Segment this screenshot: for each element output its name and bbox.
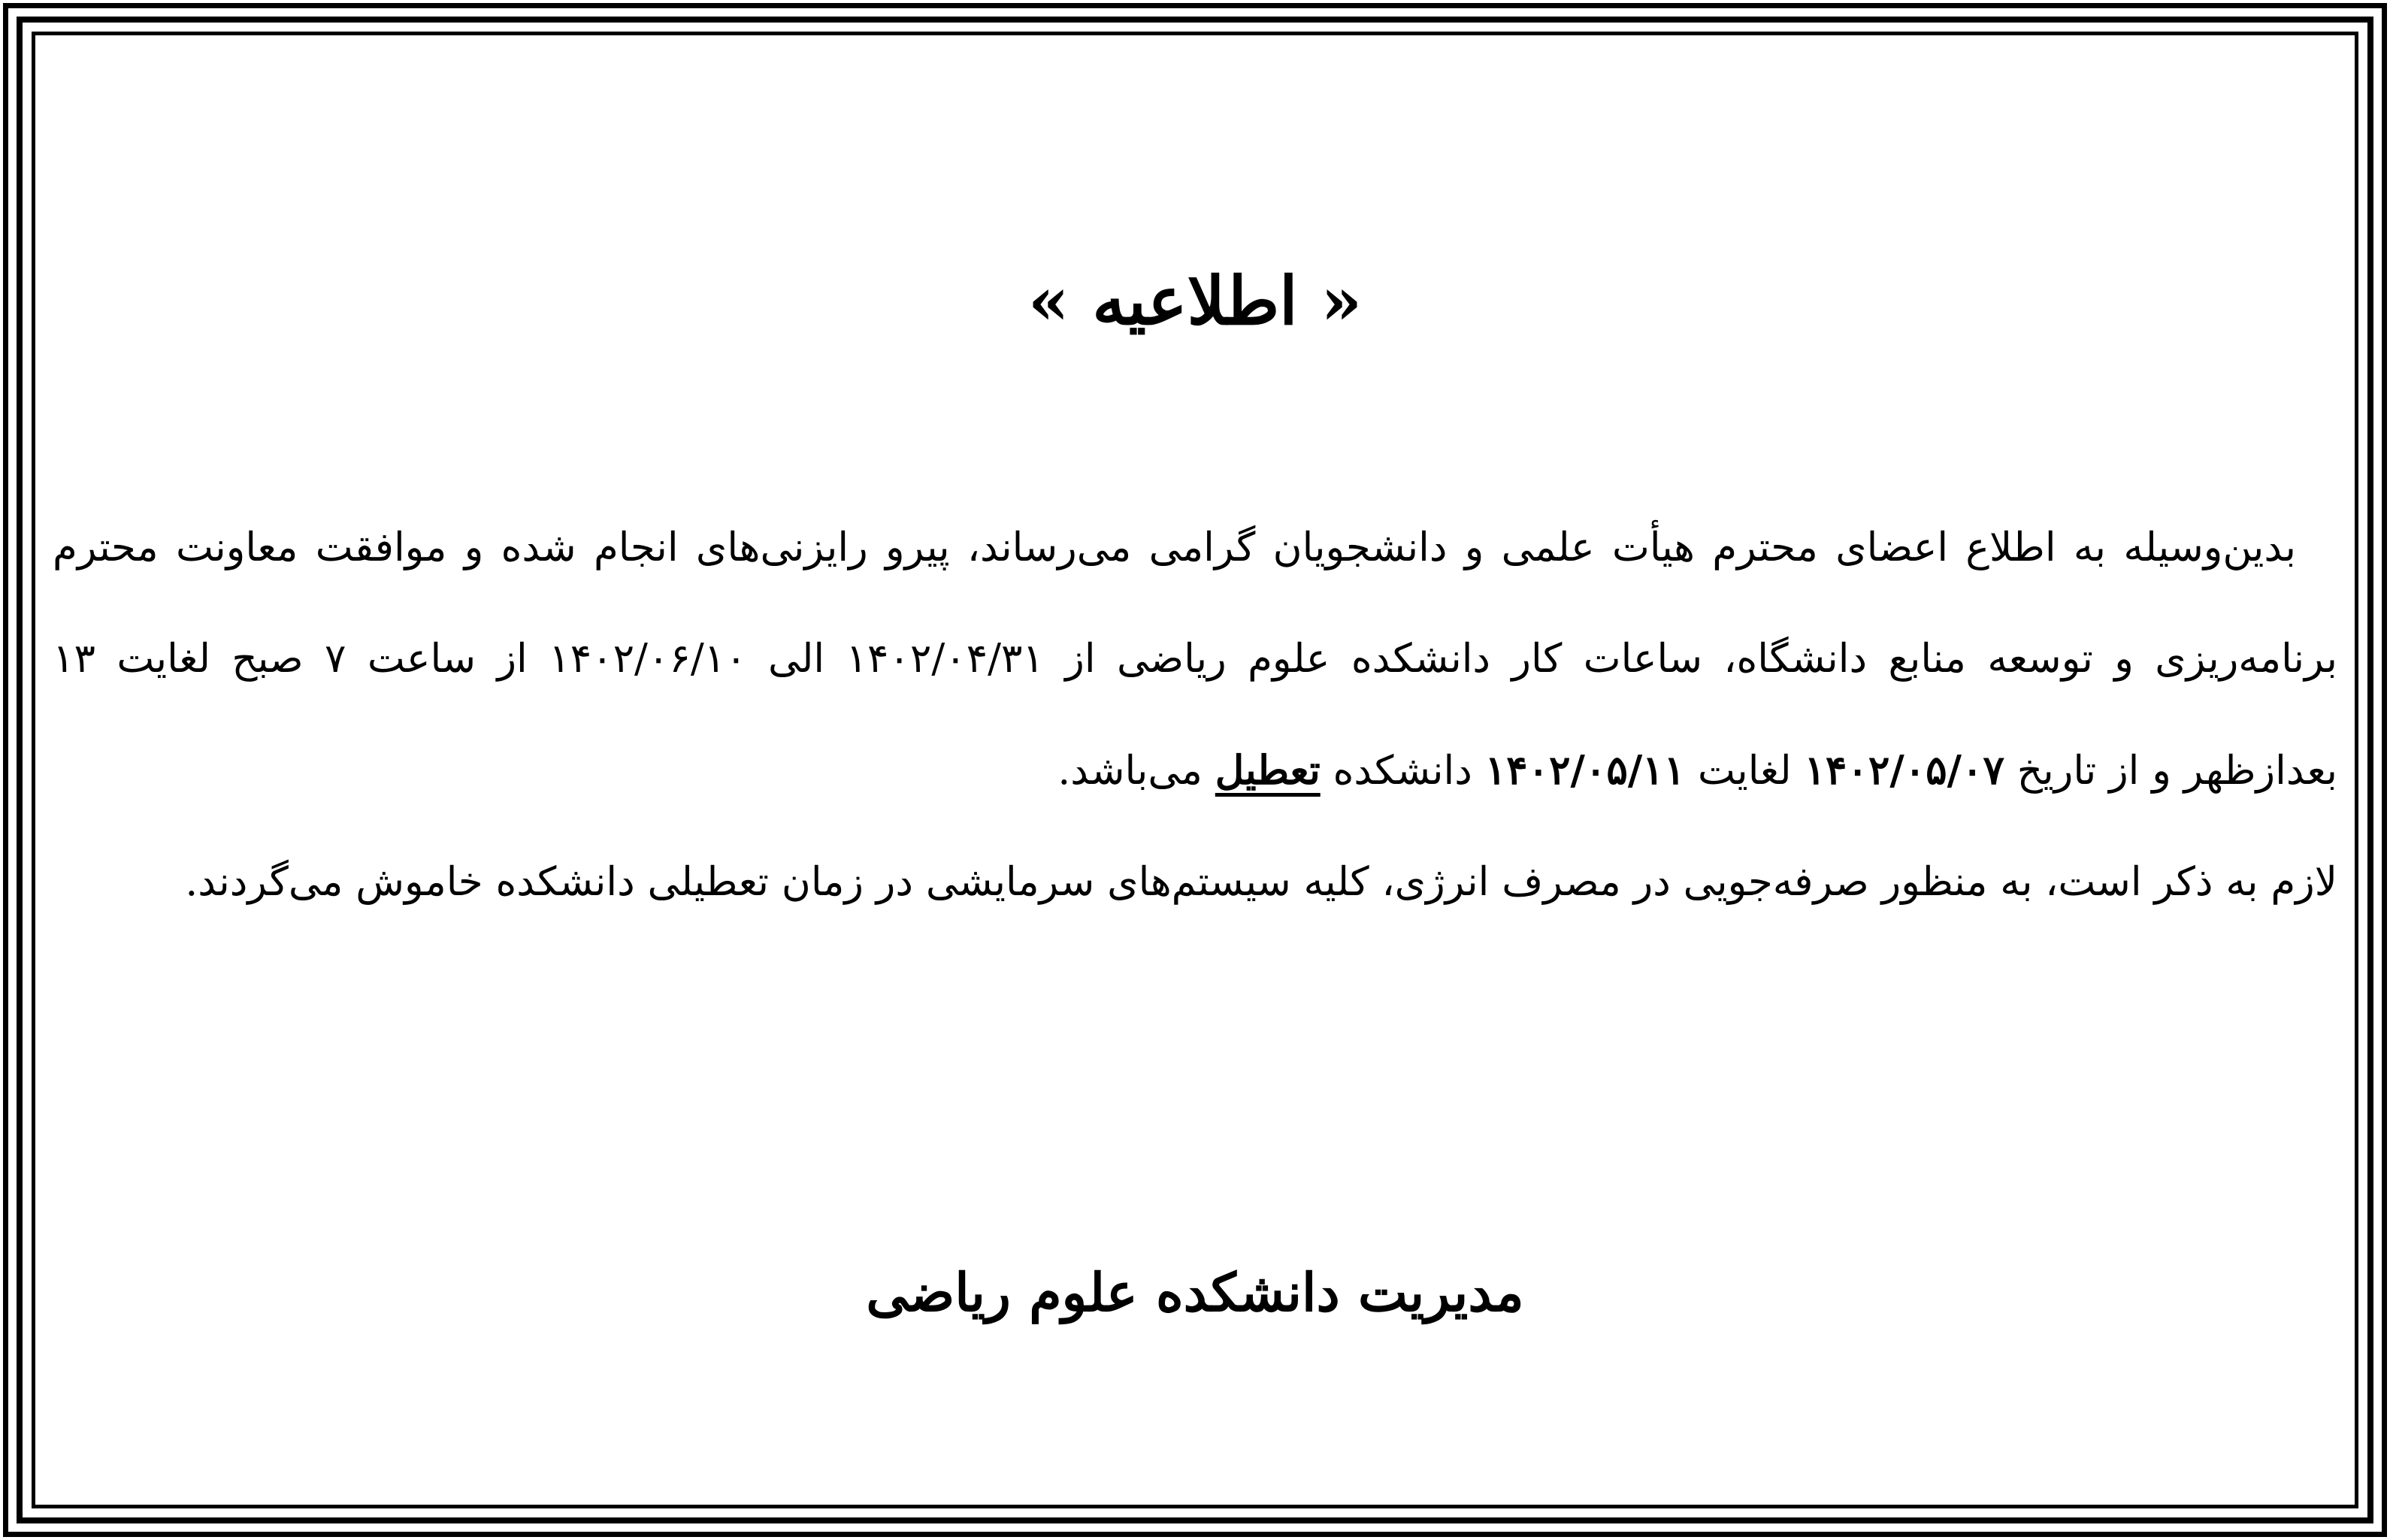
announcement-paragraph-1 — [53, 492, 2337, 827]
announcement-paragraph-2: لازم به ذکر است، به منظور صرفه‌جویی در مصرف انرژی، کلیه سیستم‌های سرمایشی در زمان تعطیلی دانشکده خاموش می‌گردند. — [185, 859, 2337, 905]
date-from: ۱۴۰۲/۰۵/۰۷ — [1804, 747, 2004, 794]
announcement-title: « اطلاعیه » — [1027, 262, 1363, 340]
paragraph-1-text-part-2: لغایت — [1685, 748, 1805, 794]
signature: مدیریت دانشکده علوم ریاضی — [866, 1261, 1524, 1324]
announcement-body — [53, 492, 2337, 938]
paragraph-1-text-part-1: بدین‌وسیله به اطلاع اعضای محترم هیأت علمی و دانشجویان گرامی می‌رساند، پیرو رایزنی‌های انجام شده و موافقت معاونت محترم برنامه‌ریزی و توسعه منابع دانشگاه، ساعات کار دانشکده علوم ریاضی از ۱۴۰۲/۰۴/۳۱ الی ۱۴۰۲/۰۶/۱۰ از ساعت ۷ صبح لغایت ۱۳ بعدازظهر و از تاریخ — [53, 525, 2337, 794]
paragraph-1-text-part-4: می‌باشد. — [1057, 748, 1215, 794]
paragraph-1-text-part-3: دانشکده — [1320, 748, 1485, 794]
closed-word: تعطیل — [1215, 747, 1321, 794]
date-to: ۱۴۰۲/۰۵/۱۱ — [1484, 747, 1686, 794]
